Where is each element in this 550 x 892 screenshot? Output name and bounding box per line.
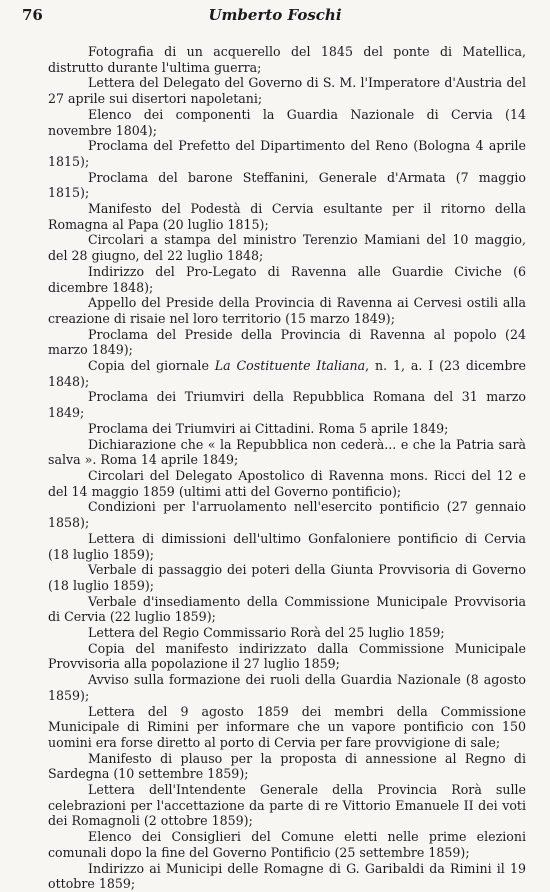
page-header	[22, 6, 528, 32]
list-item: Lettera dell'Intendente Generale della Provincia Rorà sulle celebrazioni per l'accettazione da parte di re Vittorio Emanuele II dei voti dei Romagnoli (2 ottobre 1859);	[48, 782, 526, 829]
list-item: Avviso sulla formazione dei ruoli della Guardia Nazionale (8 agosto 1859);	[48, 672, 526, 703]
list-item: Proclama del Prefetto del Dipartimento del Reno (Bologna 4 aprile 1815);	[48, 138, 526, 169]
list-item: Circolari del Delegato Apostolico di Ravenna mons. Ricci del 12 e del 14 maggio 1859 (ultimi atti del Governo pontificio);	[48, 467, 526, 499]
list-item: Proclama del barone Steffanini, Generale d'Armata (7 maggio 1815);	[48, 169, 526, 201]
italic-title: La Costituente Italiana	[214, 358, 366, 374]
list-item: Elenco dei componenti la Guardia Nazionale di Cervia (14 novembre 1804);	[48, 106, 526, 138]
list-item: Condizioni per l'arruolamento nell'esercito pontificio (27 gennaio 1858);	[48, 499, 526, 531]
list-item: Proclama del Preside della Provincia di Ravenna al popolo (24 marzo 1849);	[48, 326, 526, 358]
list-item: Manifesto di plauso per la proposta di annessione al Regno di Sardegna (10 settembre 1859);	[48, 750, 526, 782]
page-number: 76	[22, 6, 43, 24]
list-item: Lettera del 9 agosto 1859 dei membri della Commissione Municipale di Rimini per informare che un vapore pontificio con 150 uomini era forse diretto al porto di Cervia per fare provvigione di sale;	[48, 703, 526, 750]
running-head: Umberto Foschi	[208, 6, 342, 24]
list-item: Proclama dei Triumviri ai Cittadini. Roma 5 aprile 1849;	[88, 420, 449, 436]
list-item: Lettera del Regio Commissario Rorà del 25 luglio 1859;	[88, 625, 445, 641]
list-item: Circolari a stampa del ministro Terenzio Mamiani del 10 maggio, del 28 giugno, del 22 luglio 1848;	[48, 232, 526, 264]
list-item: Elenco dei Consiglieri del Comune eletti nelle prime elezioni comunali dopo la fine del Governo Pontificio (25 settembre 1859);	[48, 829, 526, 860]
list-item: Fotografia di un acquerello del 1845 del ponte di Matellica, distrutto durante l'ultima guerra;	[48, 44, 526, 75]
list-item: Copia del manifesto indirizzato dalla Commissione Municipale Provvisoria alla popolazione il 27 luglio 1859;	[48, 640, 526, 672]
list-item: Proclama dei Triumviri della Repubblica Romana del 31 marzo 1849;	[48, 389, 526, 421]
list-item: Lettera del Delegato del Governo di S. M. l'Imperatore d'Austria del 27 aprile sui disertori napoletani;	[48, 75, 526, 107]
entry-text: Copia del giornale	[88, 358, 215, 374]
list-item: Indirizzo del Pro-Legato di Ravenna alle Guardie Civiche (6 dicembre 1848);	[48, 263, 526, 295]
list-item: Appello del Preside della Provincia di Ravenna ai Cervesi ostili alla creazione di risaie nel loro territorio (15 marzo 1849);	[48, 295, 526, 326]
list-item: Dichiarazione che « la Repubblica non cederà... e che la Patria sarà salva ». Roma 14 aprile 1849;	[48, 436, 526, 468]
list-item: Manifesto del Podestà di Cervia esultante per il ritorno della Romagna al Papa (20 luglio 1815);	[48, 201, 526, 232]
document-body	[48, 44, 526, 892]
list-item: Verbale d'insediamento della Commissione Municipale Provvisoria di Cervia (22 luglio 1859);	[48, 593, 526, 625]
list-item: Indirizzo ai Municipi delle Romagne di G. Garibaldi da Rimini il 19 ottobre 1859;	[48, 860, 526, 892]
list-item: Lettera di dimissioni dell'ultimo Gonfaloniere pontificio di Cervia (18 luglio 1859);	[48, 530, 526, 562]
entry-text: , n. 1, a. I (23 dicembre 1848);	[48, 358, 526, 389]
list-item: Verbale di passaggio dei poteri della Giunta Provvisoria di Governo (18 luglio 1859);	[48, 562, 526, 593]
list-item	[48, 358, 526, 389]
